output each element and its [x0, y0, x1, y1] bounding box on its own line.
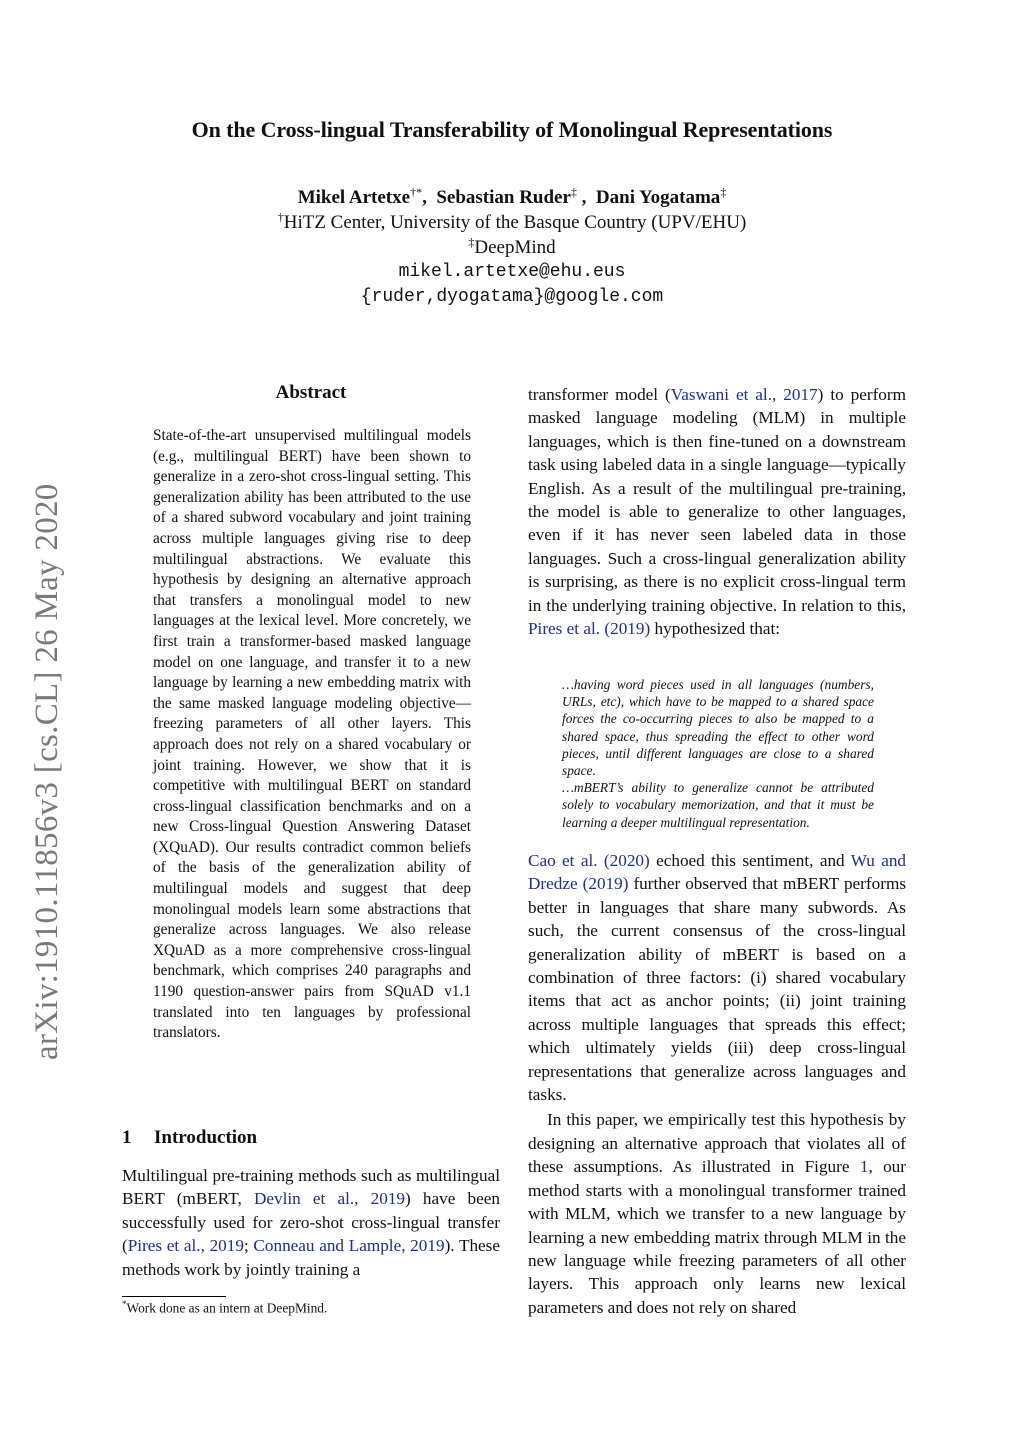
right-column-body: [528, 849, 906, 1319]
body-paragraph: Cao et al. (2020) echoed this sentiment, and Wu and Dredze (2019) further observed that mBERT performs better in languages that share many subwords. As such, the current consensus of the cross-lingual generalization ability of mBERT is based on a combination of three factors: (i) shared vocabulary items that act as anchor points; (ii) joint training across multiple languages that spreads this effect; which ultimately yields (iii) deep cross-lingual representations that generalize across languages and tasks.: [528, 851, 907, 1105]
block-quote: [562, 676, 874, 831]
citation-link[interactable]: Pires et al., 2019: [127, 1236, 244, 1256]
footnote-rule: [122, 1296, 226, 1297]
author-name: Mikel Artetxe: [297, 187, 411, 208]
citation-link[interactable]: Pires et al.: [528, 619, 601, 639]
author-block: [0, 185, 1024, 310]
right-column-paragraph: transformer model (Vaswani et al., 2017) to perform masked language modeling (MLM) in multiple languages, which is then fine-tuned on a downstream task using labeled data in a single language—typically English. As a result of the multilingual pre-training, the model is able to generalize to other languages, even if it has never seen labeled data in those languages. Such a cross-lingual generalization ability is surprising, as there is no explicit cross-lingual term in the underlying training objective. In relation to this, Pires et al. (2019) hypothesized that:: [528, 385, 906, 639]
quote-paragraph: …having word pieces used in all languages (numbers, URLs, etc), which have to be mapped to a shared space forces the co-occurring pieces to also be mapped to a shared space, thus spreading the effect to other word pieces, until different languages are close to a shared space.: [562, 677, 874, 779]
author-name: Sebastian Ruder: [436, 187, 571, 208]
citation-link[interactable]: Vaswani et al., 2017: [670, 385, 818, 404]
body-paragraph: In this paper, we empirically test this hypothesis by designing an alternative approach that violates all of these assumptions. As illustrated in Figure 1, our method starts with a monolingual transformer trained with MLM, which we transfer to a new language by learning a new embedding matrix through MLM in the new language while freezing parameters of all other layers. This approach only learns new lexical parameters and does not rely on shared: [528, 1110, 906, 1317]
citation-link[interactable]: Devlin et al., 2019: [253, 1189, 406, 1209]
citation-year-link[interactable]: (2019): [604, 619, 651, 639]
affiliation: ‡DeepMind: [468, 235, 556, 258]
affiliation-mark: ‡: [468, 235, 475, 249]
figure-reference-link[interactable]: 1: [859, 1157, 869, 1177]
abstract-heading: Abstract: [275, 382, 347, 403]
author-affiliation-mark: †*: [410, 185, 423, 199]
quote-paragraph: …mBERT’s ability to generalize cannot be attributed solely to vocabulary memorization, and that it must be learning a deeper multilingual representation.: [562, 780, 874, 830]
author-affiliation-mark: ‡: [720, 185, 727, 199]
affiliation-mark: †: [277, 210, 284, 224]
author-email: {ruder,dyogatama}@google.com: [360, 287, 664, 307]
citation-link[interactable]: Conneau and Lample, 2019: [253, 1236, 445, 1256]
author-affiliation-mark: ‡: [570, 185, 577, 199]
section-heading: [122, 1127, 257, 1149]
footnote: *Work done as an intern at DeepMind.: [122, 1299, 328, 1316]
citation-year-link[interactable]: (2020): [603, 851, 650, 870]
author-email: mikel.artetxe@ehu.eus: [398, 262, 626, 282]
section-number: 1: [122, 1127, 132, 1148]
arxiv-identifier: arXiv:1910.11856v3 [cs.CL] 26 May 2020: [29, 483, 65, 1060]
citation-year-link[interactable]: (2019): [582, 874, 629, 894]
abstract-text: State-of-the-art unsupervised multilingual models (e.g., multilingual BERT) have been shown to generalize in a zero-shot cross-lingual setting. This generalization ability has been attributed to the use of a shared subword vocabulary and joint training across multiple languages giving rise to deep multilingual abstractions. We evaluate this hypothesis by designing an alternative approach that transfers a monolingual model to new languages at the lexical level. More concretely, we first train a transformer-based masked language model on one language, and transfer it to a new language by learning a new embedding matrix with the same masked language modeling objective—freezing parameters of all other layers. This approach does not rely on a shared vocabulary or joint training. However, we show that it is competitive with multilingual BERT on standard cross-lingual classification benchmarks and on a new Cross-lingual Question Answering Dataset (XQuAD). Our results contradict common beliefs of the basis of the generalization ability of multilingual models and suggest that deep monolingual models learn some abstractions that generalize across languages. We also release XQuAD as a more comprehensive cross-lingual benchmark, which comprises 240 paragraphs and 1190 question-answer pairs from SQuAD v1.1 translated into ten languages by professional translators.: [153, 427, 471, 1042]
section-title: Introduction: [154, 1127, 258, 1148]
intro-paragraph: Multilingual pre-training methods such as multilingual BERT (mBERT, Devlin et al., 2019) have been successfully used for zero-shot cross-lingual transfer (Pires et al., 2019; Conneau and Lample, 2019). These methods work by jointly training a: [122, 1166, 500, 1279]
affiliation: †HiTZ Center, University of the Basque Country (UPV/EHU): [277, 210, 747, 233]
citation-link[interactable]: Cao et al.: [528, 851, 598, 870]
author-names: Mikel Artetxe†*, Sebastian Ruder‡ , Dani Yogatama‡: [297, 185, 727, 208]
author-name: Dani Yogatama: [595, 187, 721, 208]
paper-title: On the Cross-lingual Transferability of Monolingual Representations: [191, 117, 833, 142]
footnote-mark: *: [122, 1299, 127, 1309]
citation-link[interactable]: Wu and Dredze: [528, 851, 907, 894]
